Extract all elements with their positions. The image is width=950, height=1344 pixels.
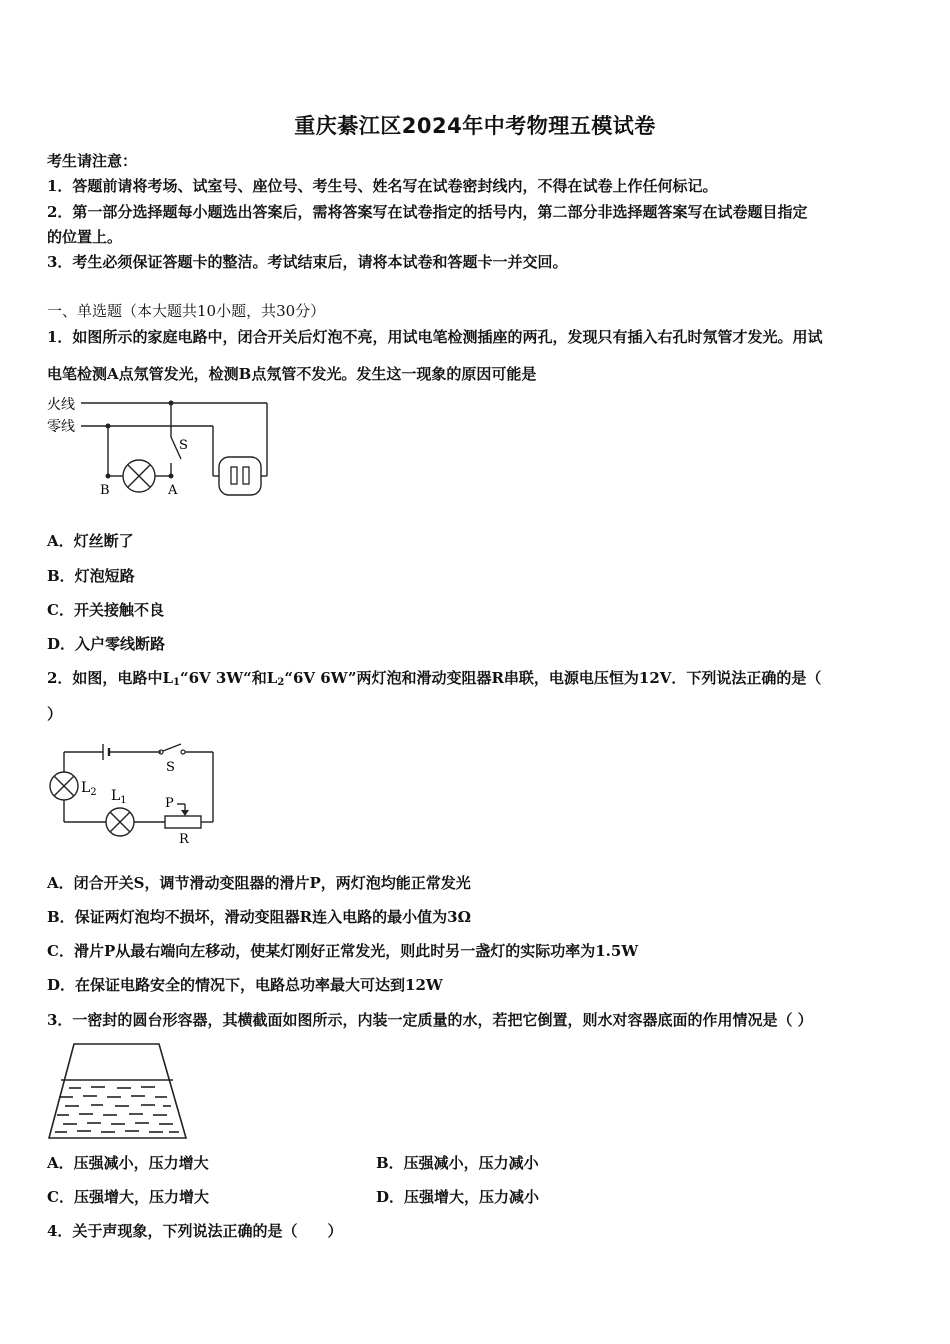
q3-option-a[interactable]: A．压强减小，压力增大 [47,1154,209,1172]
q2-option-a[interactable]: A．闭合开关S，调节滑动变阻器的滑片P，两灯泡均能正常发光 [47,874,471,892]
switch-label: S [166,760,175,775]
page-title: 重庆綦江区2024年中考物理五模试卷 [294,114,656,138]
bulb-l1-symbol [106,808,134,836]
q1-circuit-figure [45,393,275,503]
q2-option-b[interactable]: B．保证两灯泡均不损坏，滑动变阻器R连入电路的最小值为3Ω [47,908,471,926]
q2-stem-line2: ） [47,705,63,723]
neutral-wire-label: 零线 [47,419,75,435]
bulb-symbol [123,460,155,492]
notice-heading: 考生请注意： [47,152,138,170]
bulb-l2-symbol [50,772,78,800]
q1-option-a[interactable]: A．灯丝断了 [47,532,134,550]
q4-stem-line1: 4．关于声现象，下列说法正确的是（ ） [47,1222,343,1240]
q3-container-figure [45,1040,190,1143]
q3-stem-line1: 3．一密封的圆台形容器，其横截面如图所示，内装一定质量的水，若把它倒置，则水对容器底面的作用情况是（ ） [47,1011,813,1029]
q1-stem-line2: 电笔检测A点氖管发光，检测B点氖管不发光。发生这一现象的原因可能是 [47,365,537,383]
notice-item-2: 2．第一部分选择题每小题选出答案后，需将答案写在试卷指定的括号内，第二部分非选择题答案写在试卷题目指定 [47,203,808,221]
q3-option-b[interactable]: B．压强减小，压力减小 [376,1154,539,1172]
q1-option-d[interactable]: D．入户零线断路 [47,635,166,653]
q3-option-c[interactable]: C．压强增大，压力增大 [47,1188,209,1206]
switch-lever [163,744,181,751]
point-a-label: A [168,483,178,498]
notice-item-1: 1．答题前请将考场、试室号、座位号、考生号、姓名写在试卷密封线内，不得在试卷上作任何标记。 [47,177,718,195]
q1-option-c[interactable]: C．开关接触不良 [47,601,164,619]
water-hatching [55,1087,179,1132]
notice-item-3: 3．考生必须保证答题卡的整洁。考试结束后，请将本试卷和答题卡一并交回。 [47,253,568,271]
rheostat-symbol [165,816,201,828]
notice-item-2-cont: 的位置上。 [47,228,123,246]
q1-stem-line1: 1．如图所示的家庭电路中，闭合开关后灯泡不亮，用试电笔检测插座的两孔，发现只有插入右孔时氖管才发光。用试 [47,328,823,346]
q1-option-b[interactable]: B．灯泡短路 [47,567,135,585]
q3-option-d[interactable]: D．压强增大，压力减小 [376,1188,540,1206]
q2-circuit-figure [45,740,225,850]
section-heading: 一、单选题（本大题共10小题，共30分） [47,302,326,320]
socket-symbol [219,457,261,495]
l1-label: $L_1$ [111,788,127,806]
rheostat-label: R [179,832,189,847]
q2-stem-line1: 2．如图，电路中$L_1“6V$ 3W“和$L_2“6V$ 6W”两灯泡和滑动变阻器R串联，电源电压恒为12V．下列说法正确的是（ [47,669,822,688]
slider-label: P [165,796,174,811]
switch-label: S [179,438,188,453]
q2-option-c[interactable]: C．滑片P从最右端向左移动，使某灯刚好正常发光，则此时另一盏灯的实际功率为1.5W [47,942,639,960]
q2-option-d[interactable]: D．在保证电路安全的情况下，电路总功率最大可达到12W [47,976,443,994]
l2-label: $L_2$ [81,780,97,798]
live-wire-label: 火线 [47,397,75,413]
point-b-label: B [100,483,110,498]
